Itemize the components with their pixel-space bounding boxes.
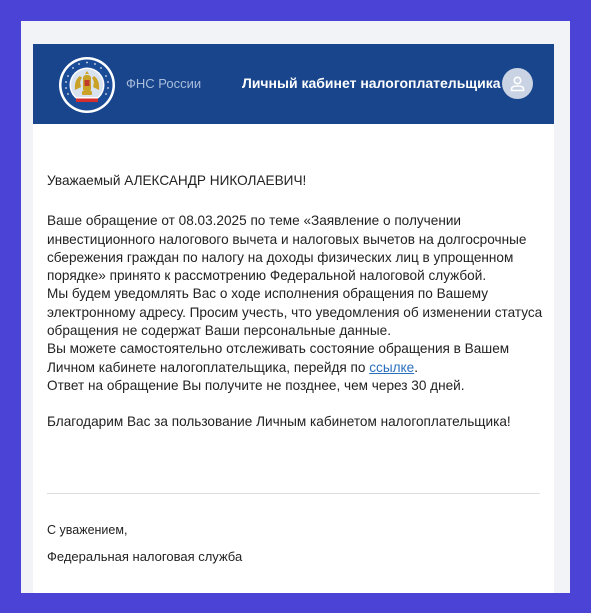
signature-org: Федеральная налоговая служба (47, 549, 243, 564)
paragraph-tracking (47, 340, 543, 377)
paragraph-response-time: Ответ на обращение Вы получите не позднее, чем через 30 дней. (47, 377, 465, 393)
tracking-text-end: . (414, 359, 418, 375)
regards-text: С уважением, (47, 523, 128, 537)
thanks-text: Благодарим Вас за пользование Личным кабинетом налогоплательщика! (47, 414, 511, 430)
avatar[interactable] (502, 68, 533, 99)
tracking-text: Вы можете самостоятельно отслеживать состояние обращения в Вашем Личном кабинете налогоплательщика, перейдя по (47, 341, 510, 375)
letter-body (47, 172, 543, 432)
divider (47, 493, 540, 494)
user-icon (509, 75, 526, 92)
fns-emblem-icon (58, 56, 116, 114)
paragraph-notifications: Мы будем уведомлять Вас о ходе исполнения обращения по Вашему электронному адресу. Просим учесть, что уведомления об изменении статуса обращения не содержат Ваши персональные данные. (47, 286, 543, 339)
email-header (33, 44, 554, 124)
greeting: Уважаемый АЛЕКСАНДР НИКОЛАЕВИЧ! (47, 173, 307, 188)
email-card (33, 44, 554, 593)
email-frame (21, 21, 570, 593)
cabinet-link[interactable]: ссылке (369, 359, 415, 375)
cabinet-title[interactable]: Личный кабинет налогоплательщика (242, 75, 501, 91)
paragraph-appeal-accepted: Ваше обращение от 08.03.2025 по теме «Заявление о получении инвестиционного налогового вычета и налоговых вычетов на долгосрочные сбережения граждан по налогу на доходы физических лиц в упрощенном порядке» принято к рассмотрению Федеральной налоговой службой. (47, 213, 527, 284)
org-short-name: ФНС России (126, 76, 202, 91)
